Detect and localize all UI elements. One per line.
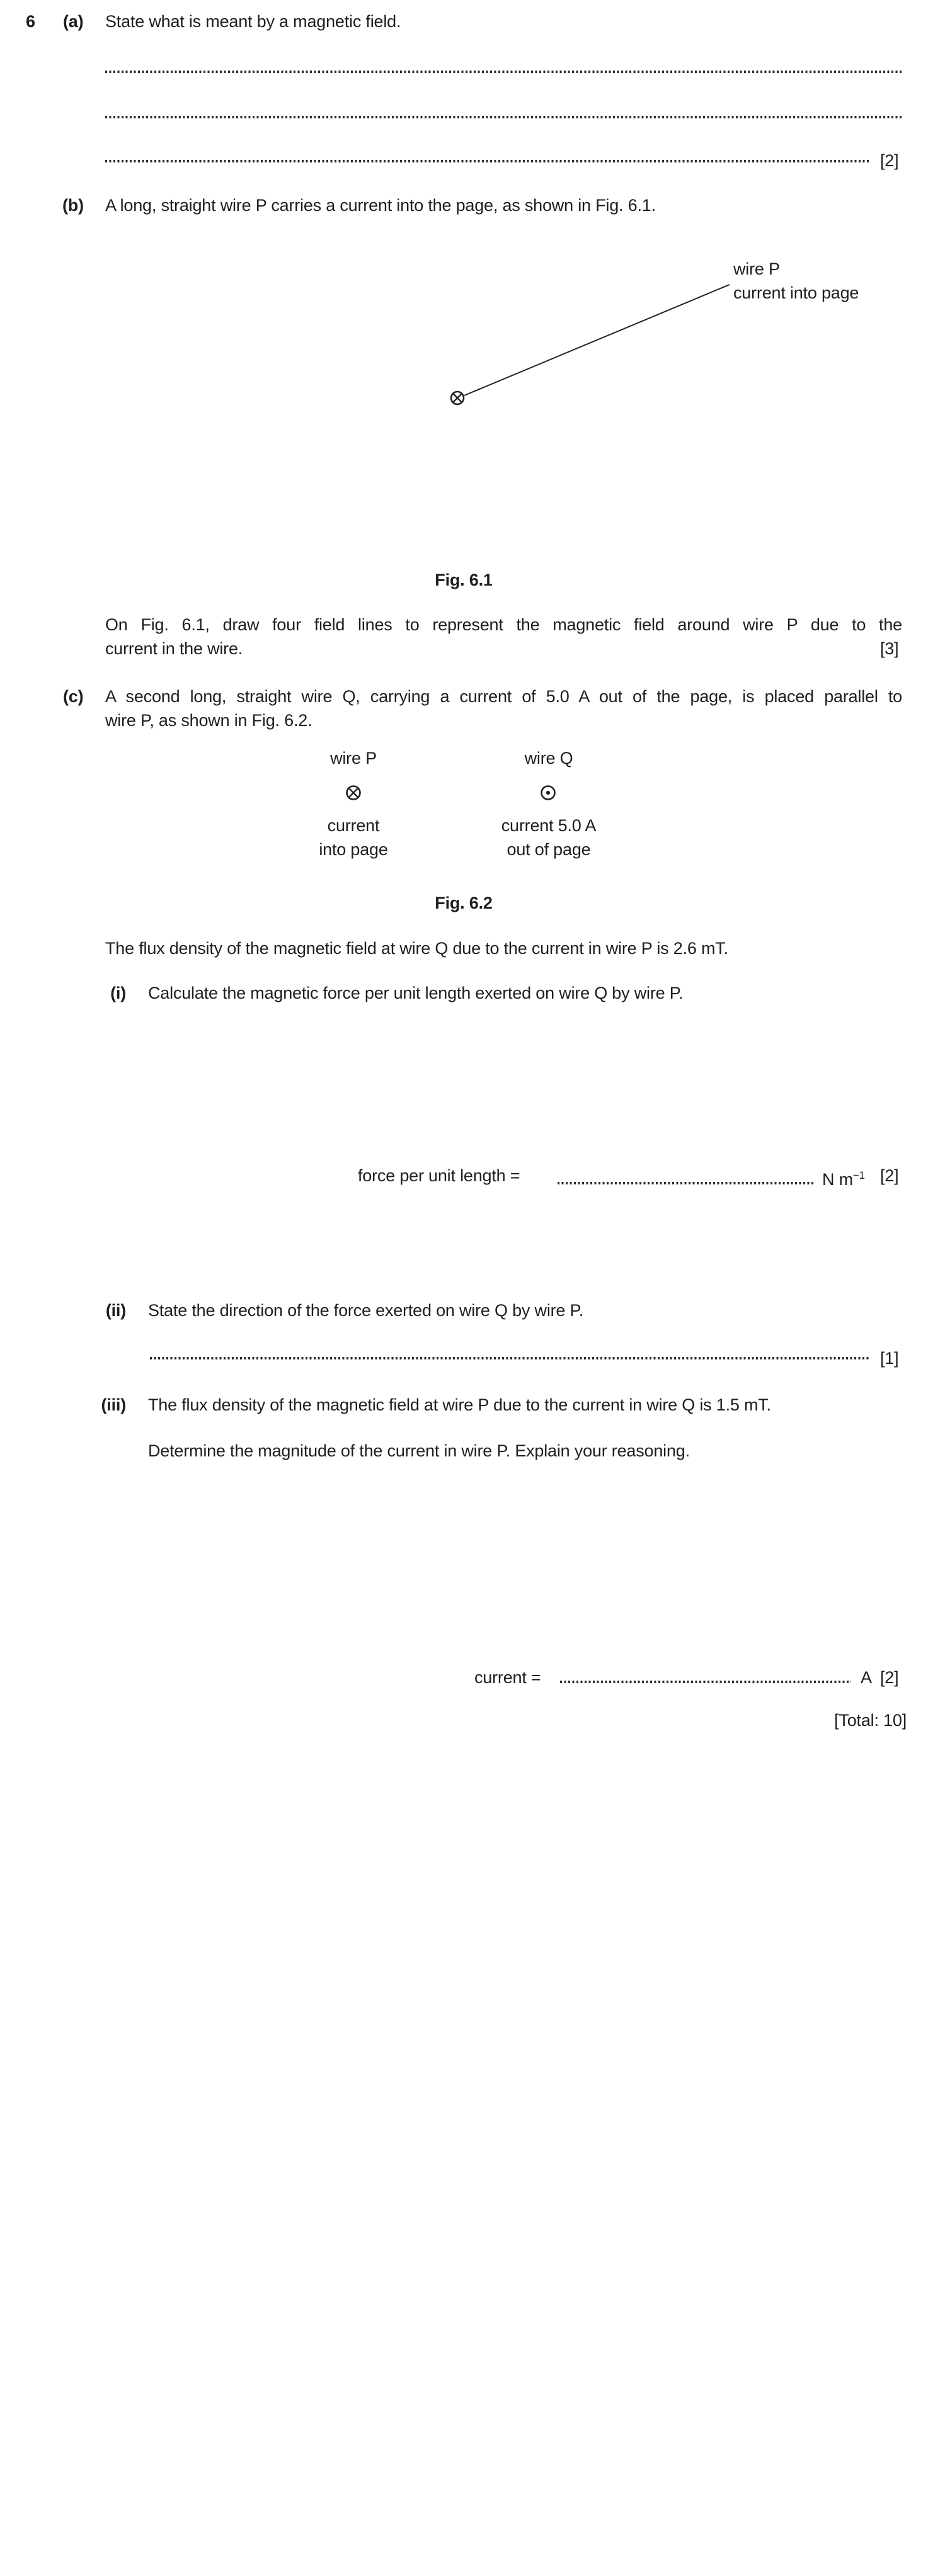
- part-b-label: (b): [62, 196, 84, 215]
- part-c-i-text: Calculate the magnetic force per unit length exerted on wire Q by wire P.: [148, 984, 684, 1002]
- force-answer-label: force per unit length =: [358, 1166, 520, 1185]
- current-into-page-symbol: [345, 784, 362, 802]
- fig1-caption: Fig. 6.1: [435, 570, 493, 589]
- leader-line: [464, 285, 730, 395]
- fig2-caption: Fig. 6.2: [435, 894, 493, 912]
- part-c-label: (c): [63, 687, 84, 706]
- part-c-i-label: (i): [110, 984, 126, 1002]
- fig1-current-into-page-label: current into page: [733, 283, 859, 302]
- part-b-instruction-line2: current in the wire.: [105, 639, 243, 658]
- answer-dotted-line: [105, 160, 870, 162]
- part-b-marks: [3]: [880, 639, 899, 658]
- fig2-wire-p-current-line1: current: [327, 816, 380, 835]
- current-into-page-symbol: [451, 392, 464, 404]
- question-number: 6: [26, 12, 35, 31]
- fig1-diagram: [441, 255, 737, 412]
- part-c-ii-text: State the direction of the force exerted on wire Q by wire P.: [148, 1301, 584, 1320]
- part-a-text: State what is meant by a magnetic field.: [105, 12, 401, 31]
- answer-dotted-line: [150, 1357, 870, 1359]
- part-c-flux-text: The flux density of the magnetic field at wire Q due to the current in wire P is 2.6 mT.: [105, 939, 728, 958]
- answer-dotted-line: [558, 1182, 815, 1184]
- part-a-marks: [2]: [880, 151, 899, 170]
- part-c-ii-marks: [1]: [880, 1349, 899, 1368]
- fig2-wire-p-label: wire P: [330, 749, 377, 768]
- fig1-wire-p-label: wire P: [733, 259, 780, 278]
- part-c-iii-label: (iii): [101, 1395, 126, 1414]
- current-answer-label: current =: [474, 1668, 541, 1687]
- question-total-marks: [Total: 10]: [834, 1711, 907, 1730]
- part-b-instruction-line1: On Fig. 6.1, draw four field lines to represent the magnetic field around wire P due to the: [105, 615, 902, 634]
- part-c-ii-label: (ii): [105, 1301, 126, 1320]
- answer-dotted-line: [105, 116, 902, 118]
- current-answer-unit: A: [861, 1668, 872, 1687]
- part-a-label: (a): [63, 12, 84, 31]
- answer-dotted-line: [560, 1681, 851, 1683]
- fig2-wire-p-current-line2: into page: [319, 840, 388, 859]
- part-b-text: A long, straight wire P carries a current into the page, as shown in Fig. 6.1.: [105, 196, 656, 215]
- current-out-of-page-symbol: [539, 784, 557, 802]
- part-c-iii-text: The flux density of the magnetic field at wire P due to the current in wire Q is 1.5 mT.: [148, 1395, 771, 1414]
- force-answer-unit: N $m^{-1}$: [822, 1169, 865, 1189]
- part-c-i-marks: [2]: [880, 1166, 899, 1185]
- fig2-wire-q-current-line1: current 5.0 A: [501, 816, 597, 835]
- part-c-iii-text2: Determine the magnitude of the current in wire P. Explain your reasoning.: [148, 1441, 690, 1460]
- fig2-wire-q-current-line2: out of page: [507, 840, 591, 859]
- answer-dotted-line: [105, 71, 902, 73]
- fig2-wire-q-label: wire Q: [524, 749, 573, 768]
- part-c-intro-line1: A second long, straight wire Q, carrying a current of 5.0 A out of the page, is placed parallel to: [105, 687, 902, 706]
- unit-exponent: −1: [852, 1169, 865, 1181]
- part-c-iii-marks: [2]: [880, 1668, 899, 1687]
- part-c-intro-line2: wire P, as shown in Fig. 6.2.: [105, 711, 312, 730]
